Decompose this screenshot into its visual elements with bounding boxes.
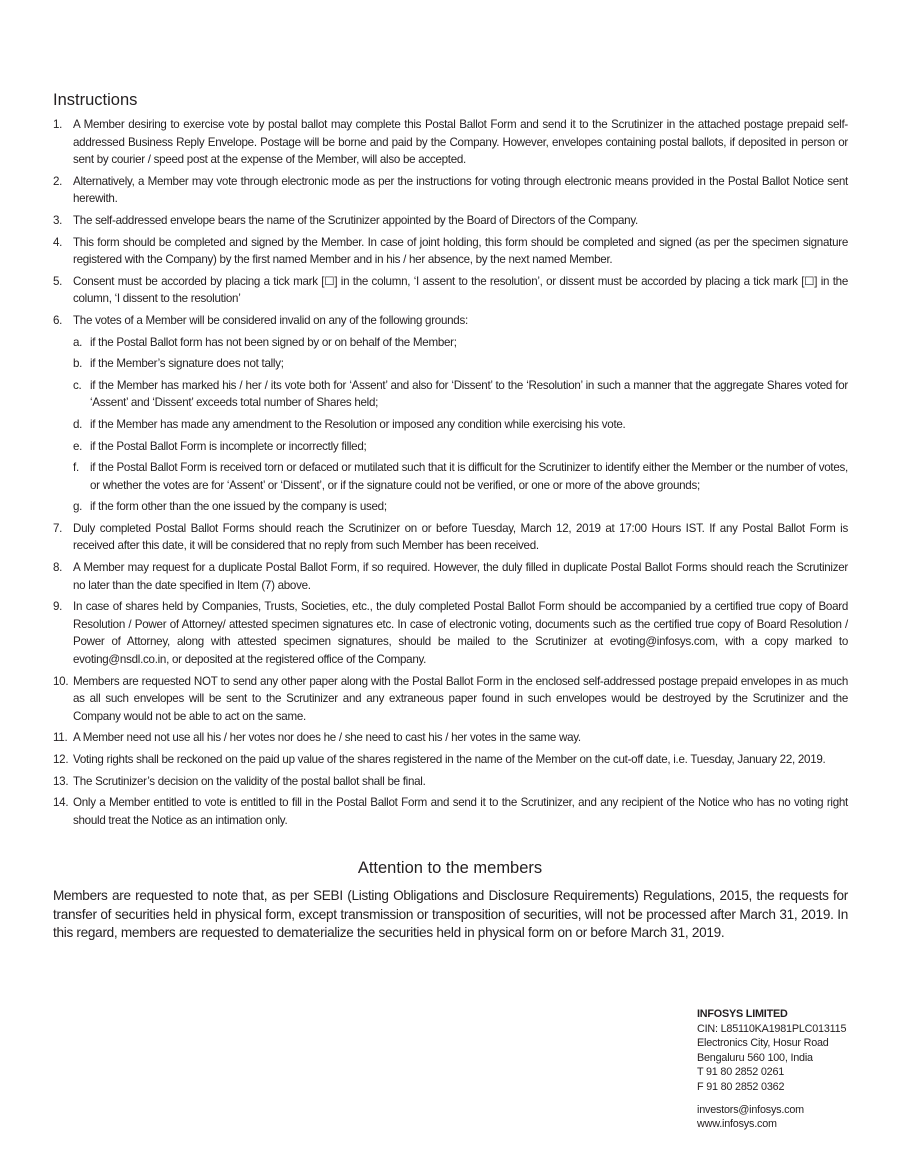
instruction-item: [53, 794, 848, 829]
item-text: In case of shares held by Companies, Trusts, Societies, etc., the duly completed Postal Ballot Form should be accompanied by a certified true copy of Board Resolution / Power of Attorney/ attested specimen signatures etc. In case of electronic voting, documents such as the certified true copy of Board Resolution / Power of Attorney, along with attested specimen signatures, should be mailed to the Scrutinizer at evoting@infosys.com, with a copy marked to evoting@nsdl.co.in, or deposited at the registered office of the Company.: [73, 600, 848, 667]
item-text: A Member desiring to exercise vote by postal ballot may complete this Postal Ballot Form and send it to the Scrutinizer in the attached postage prepaid self-addressed Business Reply Envelope. Postage will be borne and paid by the Company. However, envelopes containing postal ballots, if deposited in person or sent by courier / speed post at the expense of the Member, will also be accepted.: [73, 118, 848, 167]
sub-item-letter: d.: [73, 417, 83, 431]
item-number: 9.: [53, 600, 63, 614]
item-text: Duly completed Postal Ballot Forms should reach the Scrutinizer on or before Tuesday, March 12, 2019 at 17:00 Hours IST. If any Postal Ballot Form is received after this date, it will be considered that no reply from such Member has been received.: [73, 521, 848, 553]
sub-item-text: if the Postal Ballot Form is received torn or defaced or mutilated such that it is difficult for the Scrutinizer to identify either the Member or the number of votes, or whether the votes are for ‘Assent’ or ‘Dissent’, or if the signature could not be verified, or one or more of the above grounds;: [90, 461, 848, 492]
item-text: The self-addressed envelope bears the name of the Scrutinizer appointed by the Board of Directors of the Company.: [73, 213, 638, 227]
instructions-list: [53, 116, 848, 833]
instruction-item: [53, 673, 848, 726]
instruction-item: [53, 598, 848, 668]
sub-item-text: if the Postal Ballot Form is incomplete or incorrectly filled;: [90, 439, 367, 453]
item-text: A Member may request for a duplicate Postal Ballot Form, if so required. However, the duly filled in duplicate Postal Ballot Forms should reach the Scrutinizer no later than the date specified in Item (7) above.: [73, 561, 848, 592]
instruction-item: [53, 212, 848, 230]
phone-number: T 91 80 2852 0261: [697, 1066, 785, 1079]
sub-item-letter: e.: [73, 439, 83, 453]
sub-item: [73, 334, 848, 352]
sub-item-text: if the Member has made any amendment to the Resolution or imposed any condition while exercising his vote.: [90, 417, 626, 431]
item-text: Voting rights shall be reckoned on the paid up value of the shares registered in the name of the Member on the cut-off date, i.e. Tuesday, January 22, 2019.: [73, 753, 826, 766]
company-cin: CIN: L85110KA1981PLC013115: [697, 1022, 847, 1035]
company-address-block: [697, 1007, 846, 1132]
sub-item-text: if the Postal Ballot form has not been signed by or on behalf of the Member;: [90, 335, 457, 349]
instruction-item: [53, 751, 848, 769]
sub-item-list: [73, 334, 848, 516]
instruction-item: [53, 173, 848, 208]
instruction-item: [53, 312, 848, 516]
instruction-item: [53, 116, 848, 169]
item-number: 5.: [53, 274, 63, 288]
instruction-item: [53, 273, 848, 308]
sub-item-letter: b.: [73, 357, 83, 371]
attention-paragraph: Members are requested to note that, as per SEBI (Listing Obligations and Disclosure Requirements) Regulations, 2015, the requests for transfer of securities held in physical form, except transmission or transposition of securities, will not be processed after March 31, 2019. In this regard, members are requested to dematerialize the securities held in physical form on or before March 31, 2019.: [53, 888, 848, 940]
sub-item: [73, 377, 848, 412]
item-text: Alternatively, a Member may vote through electronic mode as per the instructions for voting through electronic means provided in the Postal Ballot Notice sent herewith.: [73, 174, 848, 206]
item-number: 2.: [53, 174, 63, 188]
instruction-item: [53, 520, 848, 555]
item-number: 7.: [53, 521, 63, 535]
item-number: 11.: [53, 731, 68, 745]
sub-item-text: if the Member’s signature does not tally;: [90, 357, 284, 371]
sub-item: [73, 459, 848, 494]
item-text: A Member need not use all his / her votes nor does he / she need to cast his / her votes in the same way.: [73, 731, 581, 745]
sub-item: [73, 416, 848, 434]
item-text: The votes of a Member will be considered invalid on any of the following grounds:: [73, 313, 468, 327]
instruction-item: [53, 729, 848, 747]
sub-item-letter: g.: [73, 500, 83, 514]
item-number: 8.: [53, 561, 63, 575]
sub-item: [73, 498, 848, 516]
instruction-item: [53, 773, 848, 791]
sub-item-text: if the form other than the one issued by the company is used;: [90, 500, 387, 514]
item-number: 4.: [53, 235, 63, 249]
attention-heading: Attention to the members: [357, 859, 543, 877]
instruction-item: [53, 234, 848, 269]
sub-item-letter: f.: [73, 461, 79, 475]
fax-number: F 91 80 2852 0362: [697, 1080, 785, 1093]
item-text: Members are requested NOT to send any other paper along with the Postal Ballot Form in the enclosed self-addressed postage prepaid envelopes in as much as all such envelopes will be sent to the Scrutinizer and any extraneous paper found in such envelopes would be destroyed by the Scrutinizer and the Company would not be able to act on the same.: [73, 674, 848, 723]
instructions-heading: Instructions: [53, 91, 138, 109]
item-number: 1.: [53, 118, 63, 131]
sub-item: [73, 355, 848, 373]
sub-item-letter: c.: [73, 378, 82, 392]
address-line-1: Electronics City, Hosur Road: [697, 1037, 829, 1050]
item-number: 12.: [53, 753, 69, 766]
item-number: 13.: [53, 774, 69, 788]
sub-item: [73, 438, 848, 456]
instruction-item: [53, 559, 848, 594]
item-number: 3.: [53, 213, 63, 227]
company-name: INFOSYS LIMITED: [697, 1008, 788, 1020]
website-link[interactable]: www.infosys.com: [697, 1118, 777, 1131]
item-text: Consent must be accorded by placing a tick mark [☐] in the column, ‘I assent to the resolution’, or dissent must be accorded by placing a tick mark [☐] in the column, ‘I dissent to the resolution’: [73, 274, 848, 306]
sub-item-text: if the Member has marked his / her / its vote both for ‘Assent’ and also for ‘Dissent’ to the ‘Resolution’ in such a manner that the aggregate Shares voted for ‘Assent’ and ‘Dissent’ exceeds total number of Shares held;: [90, 378, 848, 410]
item-number: 10.: [53, 674, 69, 688]
item-text: This form should be completed and signed by the Member. In case of joint holding, this form should be completed and signed (as per the specimen signature registered with the Company) by the first named Member and in his / her absence, by the next named Member.: [73, 235, 848, 267]
item-number: 14.: [53, 796, 69, 810]
item-text: The Scrutinizer’s decision on the validity of the postal ballot shall be final.: [73, 774, 426, 788]
item-text: Only a Member entitled to vote is entitled to fill in the Postal Ballot Form and send it to the Scrutinizer, and any recipient of the Notice who has no voting right should treat the Notice as an intimation only.: [73, 796, 848, 827]
sub-item-letter: a.: [73, 335, 83, 349]
address-line-2: Bengaluru 560 100, India: [697, 1051, 813, 1064]
item-number: 6.: [53, 313, 63, 327]
email-link[interactable]: investors@infosys.com: [697, 1103, 804, 1116]
